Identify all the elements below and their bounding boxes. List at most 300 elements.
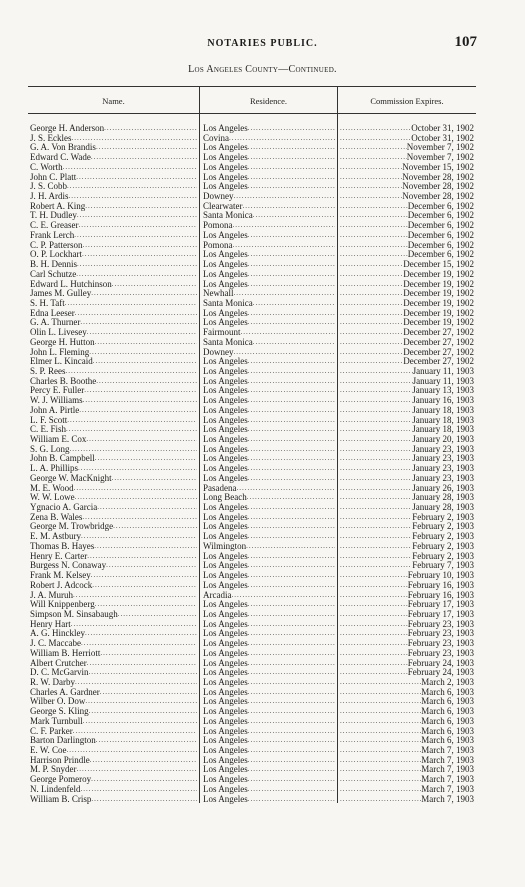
notary-name-cell (30, 464, 197, 474)
commission-expires: March 6, 1903 (421, 716, 474, 726)
column-header-name: Name. (102, 96, 125, 106)
dot-leader (340, 454, 412, 464)
notary-name: S. P. Rees (30, 366, 66, 376)
notary-name: Will Knippenberg (30, 600, 95, 610)
table-row (0, 756, 525, 766)
notary-residence-cell (203, 163, 335, 173)
dot-leader (234, 192, 336, 202)
notary-residence: Los Angeles (203, 736, 248, 746)
notary-residence: Los Angeles (203, 551, 248, 561)
commission-expires: February 2, 1903 (412, 551, 474, 561)
notary-residence: Los Angeles (203, 260, 248, 270)
notary-name: N. Lindenfeld (30, 784, 81, 794)
dot-leader (248, 756, 335, 766)
dot-leader (97, 503, 197, 513)
dot-leader (340, 299, 403, 309)
dot-leader (75, 493, 197, 503)
table-row (0, 182, 525, 192)
notary-name: Simpson M. Sinsabaugh (30, 609, 118, 619)
notary-name-cell (30, 221, 197, 231)
dot-leader (82, 513, 197, 523)
notary-name: Wilber O. Dow (30, 697, 86, 707)
commission-expires-cell (340, 338, 474, 348)
dot-leader (340, 211, 408, 221)
notary-name-cell (30, 143, 197, 153)
dot-leader (340, 318, 403, 328)
notary-residence-cell (203, 445, 335, 455)
dot-leader (340, 552, 412, 562)
commission-expires: March 7, 1903 (421, 794, 474, 804)
dot-leader (340, 425, 412, 435)
notary-name-cell (30, 270, 197, 280)
table-row (0, 163, 525, 173)
notary-residence: Los Angeles (203, 726, 248, 736)
notary-residence-cell (203, 173, 335, 183)
commission-expires: January 18, 1903 (412, 415, 474, 425)
dot-leader (112, 280, 197, 290)
dot-leader (340, 765, 421, 775)
table-row (0, 299, 525, 309)
commission-expires: December 19, 1902 (403, 289, 474, 299)
notary-residence-cell (203, 542, 335, 552)
dot-leader (92, 581, 197, 591)
dot-leader (113, 522, 197, 532)
dot-leader (248, 231, 335, 241)
notary-name: George Pomeroy (30, 775, 92, 785)
notary-name: Robert A. King (30, 201, 86, 211)
commission-expires-cell (340, 386, 474, 396)
notary-residence: Los Angeles (203, 473, 248, 483)
table-row (0, 289, 525, 299)
table-row (0, 338, 525, 348)
notary-name-cell (30, 299, 197, 309)
table-row (0, 591, 525, 601)
commission-expires-cell (340, 309, 474, 319)
notary-residence-cell (203, 600, 335, 610)
notary-name-cell (30, 785, 197, 795)
dot-leader (340, 163, 402, 173)
dot-leader (89, 668, 198, 678)
notary-name-cell (30, 600, 197, 610)
notary-residence: Los Angeles (203, 503, 248, 513)
commission-expires-cell (340, 736, 474, 746)
dot-leader (340, 406, 412, 416)
notary-name: John B. Campbell (30, 454, 95, 464)
commission-expires: March 2, 1903 (421, 677, 474, 687)
notary-residence: Los Angeles (203, 522, 248, 532)
notary-residence: Santa Monica (203, 298, 253, 308)
commission-expires-cell (340, 241, 474, 251)
notary-name: Harrison Prindle (30, 755, 90, 765)
notary-name-cell (30, 309, 197, 319)
table-row (0, 629, 525, 639)
commission-expires-cell (340, 795, 474, 805)
commission-expires-cell (340, 348, 474, 358)
commission-expires: December 6, 1902 (407, 240, 474, 250)
table-row (0, 717, 525, 727)
notary-name-cell (30, 561, 197, 571)
dot-leader (81, 639, 197, 649)
notary-residence-cell (203, 785, 335, 795)
table-row (0, 270, 525, 280)
notary-name: O. P. Lockhart (30, 250, 82, 260)
notary-residence: Los Angeles (203, 697, 248, 707)
notary-residence-cell (203, 416, 335, 426)
notary-name: C. E. Fish (30, 425, 67, 435)
notary-residence: Los Angeles (203, 279, 248, 289)
notary-name: W. W. Lowe (30, 493, 75, 503)
notary-residence-cell (203, 620, 335, 630)
dot-leader (69, 192, 197, 202)
dot-leader (248, 513, 335, 523)
commission-expires-cell (340, 493, 474, 503)
notary-name-cell (30, 736, 197, 746)
notary-name-cell (30, 318, 197, 328)
notary-residence: Los Angeles (203, 454, 248, 464)
dot-leader (340, 241, 408, 251)
notary-name: Frank Lerch (30, 230, 75, 240)
dot-leader (248, 688, 335, 698)
notary-residence-cell (203, 299, 335, 309)
table-row (0, 280, 525, 290)
notary-name: Charles B. Boothe (30, 376, 97, 386)
dot-leader (340, 435, 412, 445)
dot-leader (340, 668, 408, 678)
dot-leader (72, 134, 198, 144)
notary-residence: Fairmount (203, 328, 241, 338)
notary-residence: Pomona (203, 221, 233, 231)
commission-expires-cell (340, 153, 474, 163)
notary-name: T. H. Dudley (30, 211, 77, 221)
notary-name-cell (30, 386, 197, 396)
dot-leader (340, 697, 421, 707)
notary-residence-cell (203, 678, 335, 688)
notary-residence-cell (203, 377, 335, 387)
dot-leader (96, 736, 197, 746)
notary-residence: Los Angeles (203, 658, 248, 668)
notary-name-cell (30, 182, 197, 192)
notary-residence: Los Angeles (203, 794, 248, 804)
commission-expires: February 2, 1903 (412, 541, 474, 551)
dot-leader (248, 357, 335, 367)
notary-name-cell (30, 678, 197, 688)
notary-name: J. H. Ardis (30, 192, 69, 202)
notary-residence-cell (203, 484, 335, 494)
commission-expires: December 19, 1902 (403, 269, 474, 279)
notary-name-cell (30, 357, 197, 367)
commission-expires: February 2, 1903 (412, 532, 474, 542)
notary-name: E. W. Coe (30, 746, 67, 755)
notary-residence-cell (203, 522, 335, 532)
notary-name: G. A. Thurner (30, 318, 81, 328)
commission-expires-cell (340, 561, 474, 571)
notary-name-cell (30, 542, 197, 552)
commission-expires-cell (340, 697, 474, 707)
commission-expires-cell (340, 775, 474, 785)
dot-leader (91, 795, 197, 805)
dot-leader (248, 620, 335, 630)
dot-leader (248, 163, 335, 173)
table-row (0, 600, 525, 610)
commission-expires-cell (340, 134, 474, 144)
dot-leader (340, 377, 413, 387)
dot-leader (248, 270, 335, 280)
dot-leader (96, 377, 197, 387)
notary-residence: Los Angeles (203, 755, 248, 765)
commission-expires-cell (340, 649, 474, 659)
commission-expires: February 17, 1903 (407, 600, 474, 610)
commission-expires-cell (340, 173, 474, 183)
table-row (0, 221, 525, 231)
dot-leader (65, 299, 197, 309)
table-row (0, 124, 525, 134)
table-row (0, 727, 525, 737)
table-row (0, 542, 525, 552)
commission-expires-cell (340, 571, 474, 581)
notary-name: John C. Platt (30, 172, 77, 182)
dot-leader (91, 571, 197, 581)
dot-leader (248, 522, 335, 532)
notary-residence-cell (203, 591, 335, 601)
dot-leader (248, 406, 335, 416)
notary-residence-cell (203, 143, 335, 153)
dot-leader (248, 143, 335, 153)
notary-name: S. H. Taft (30, 298, 65, 308)
notary-residence-cell (203, 435, 335, 445)
dot-leader (340, 522, 412, 532)
dot-leader (248, 775, 335, 785)
commission-expires: February 10, 1903 (407, 571, 474, 581)
notary-residence: Santa Monica (203, 211, 253, 221)
commission-expires: October 31, 1902 (411, 124, 474, 133)
notary-residence-cell (203, 153, 335, 163)
notary-name: William B. Herriott (30, 648, 101, 658)
dot-leader (340, 503, 412, 513)
commission-expires: December 6, 1902 (407, 221, 474, 231)
dot-leader (340, 221, 408, 231)
dot-leader (89, 707, 197, 717)
notary-residence-cell (203, 367, 335, 377)
commission-expires: December 27, 1902 (403, 347, 474, 357)
dot-leader (75, 678, 197, 688)
notary-residence: Arcadia (203, 590, 232, 600)
table-row (0, 581, 525, 591)
commission-expires-cell (340, 299, 474, 309)
dot-leader (89, 348, 197, 358)
notary-name-cell (30, 522, 197, 532)
notary-residence-cell (203, 765, 335, 775)
commission-expires: February 2, 1903 (412, 512, 474, 522)
notary-name: C. F. Parker (30, 726, 73, 736)
commission-expires-cell (340, 727, 474, 737)
notary-residence: Los Angeles (203, 415, 248, 425)
notary-residence-cell (203, 707, 335, 717)
dot-leader (253, 211, 335, 221)
dot-leader (248, 561, 335, 571)
dot-leader (248, 503, 335, 513)
notary-residence-cell (203, 425, 335, 435)
commission-expires: January 11, 1903 (412, 376, 474, 386)
dot-leader (85, 697, 197, 707)
commission-expires: February 16, 1903 (407, 590, 474, 600)
dot-leader (248, 552, 335, 562)
dot-leader (340, 756, 421, 766)
notary-name-cell (30, 348, 197, 358)
dot-leader (340, 532, 412, 542)
commission-expires-cell (340, 163, 474, 173)
notary-residence-cell (203, 717, 335, 727)
notary-name-cell (30, 396, 197, 406)
commission-expires-cell (340, 416, 474, 426)
commission-expires-cell (340, 221, 474, 231)
notary-name-cell (30, 231, 197, 241)
dot-leader (248, 386, 335, 396)
notary-residence: Long Beach (203, 493, 247, 503)
notary-name-cell (30, 765, 197, 775)
dot-leader (95, 454, 197, 464)
notary-residence: Los Angeles (203, 765, 248, 775)
dot-leader (106, 561, 197, 571)
dot-leader (67, 182, 197, 192)
dot-leader (237, 484, 336, 494)
commission-expires-cell (340, 552, 474, 562)
table-row (0, 765, 525, 775)
table-row (0, 707, 525, 717)
commission-expires-cell (340, 484, 474, 494)
dot-leader (340, 717, 421, 727)
notary-residence: Los Angeles (203, 124, 248, 133)
notary-residence-cell (203, 561, 335, 571)
table-row (0, 522, 525, 532)
notary-residence: Los Angeles (203, 250, 248, 260)
notary-residence-cell (203, 260, 335, 270)
dot-leader (248, 474, 335, 484)
table-row (0, 445, 525, 455)
notary-residence-cell (203, 795, 335, 805)
dot-leader (246, 542, 335, 552)
commission-expires: November 28, 1902 (402, 172, 474, 182)
table-header-rule (28, 113, 476, 114)
notary-name: Elmer L. Kincaid (30, 357, 93, 367)
dot-leader (248, 571, 335, 581)
table-row (0, 241, 525, 251)
commission-expires: March 7, 1903 (421, 784, 474, 794)
notary-residence: Los Angeles (203, 464, 248, 474)
notary-residence-cell (203, 727, 335, 737)
dot-leader (253, 338, 335, 348)
notary-residence: Los Angeles (203, 746, 248, 755)
commission-expires-cell (340, 513, 474, 523)
notary-residence-cell (203, 474, 335, 484)
dot-leader (248, 250, 335, 260)
table-row (0, 260, 525, 270)
table-row (0, 348, 525, 358)
dot-leader (96, 143, 197, 153)
notary-residence-cell (203, 610, 335, 620)
commission-expires-cell (340, 659, 474, 669)
dot-leader (340, 464, 412, 474)
notary-residence-cell (203, 649, 335, 659)
table-row (0, 396, 525, 406)
commission-expires-cell (340, 591, 474, 601)
notary-name: J. S. Cobb (30, 182, 68, 192)
commission-expires: December 19, 1902 (403, 318, 474, 328)
notary-residence: Santa Monica (203, 337, 253, 347)
dot-leader (248, 785, 335, 795)
dot-leader (340, 143, 407, 153)
dot-leader (340, 328, 403, 338)
commission-expires-cell (340, 581, 474, 591)
notary-residence: Los Angeles (203, 648, 248, 658)
commission-expires: January 28, 1903 (412, 493, 474, 503)
commission-expires: February 7, 1903 (412, 561, 474, 571)
commission-expires-cell (340, 143, 474, 153)
notary-name-cell (30, 416, 197, 426)
commission-expires-cell (340, 464, 474, 474)
notary-residence: Los Angeles (203, 687, 248, 697)
county-subtitle: Los Angeles County—Continued. (188, 64, 337, 75)
notary-residence-cell (203, 124, 335, 134)
dot-leader (90, 756, 197, 766)
notary-residence-cell (203, 746, 335, 756)
notary-name-cell (30, 503, 197, 513)
dot-leader (83, 241, 197, 251)
dot-leader (231, 591, 335, 601)
table-row (0, 610, 525, 620)
dot-leader (340, 153, 407, 163)
notary-name: John L. Fleming (30, 347, 90, 357)
dot-leader (73, 727, 197, 737)
notary-name: George H. Hutton (30, 337, 95, 347)
notary-name: Henry E. Carter (30, 551, 88, 561)
notary-name: C. E. Greaser (30, 221, 79, 231)
notary-name-cell (30, 717, 197, 727)
commission-expires-cell (340, 629, 474, 639)
commission-expires-cell (340, 639, 474, 649)
commission-expires-cell (340, 746, 474, 756)
notary-name: R. W. Darby (30, 677, 75, 687)
dot-leader (340, 513, 412, 523)
commission-expires: December 6, 1902 (407, 211, 474, 221)
notary-name-cell (30, 639, 197, 649)
notary-residence: Los Angeles (203, 230, 248, 240)
notary-name: Ygnacio A. Garcia (30, 503, 98, 513)
notary-residence-cell (203, 629, 335, 639)
notary-residence-cell (203, 756, 335, 766)
commission-expires: December 27, 1902 (403, 328, 474, 338)
notary-residence: Covina (203, 133, 229, 143)
dot-leader (73, 591, 197, 601)
notary-residence: Los Angeles (203, 269, 248, 279)
dot-leader (247, 493, 335, 503)
dot-leader (93, 357, 197, 367)
notary-residence-cell (203, 571, 335, 581)
table-row (0, 425, 525, 435)
commission-expires: November 28, 1902 (402, 182, 474, 192)
notary-residence: Downey (203, 347, 234, 357)
commission-expires: December 15, 1902 (403, 260, 474, 270)
notary-residence: Los Angeles (203, 784, 248, 794)
table-row (0, 561, 525, 571)
dot-leader (340, 620, 408, 630)
dot-leader (234, 348, 336, 358)
dot-leader (340, 280, 403, 290)
dot-leader (340, 202, 408, 212)
commission-expires: December 19, 1902 (403, 308, 474, 318)
notary-name-cell (30, 377, 197, 387)
dot-leader (340, 600, 408, 610)
dot-leader (248, 445, 335, 455)
